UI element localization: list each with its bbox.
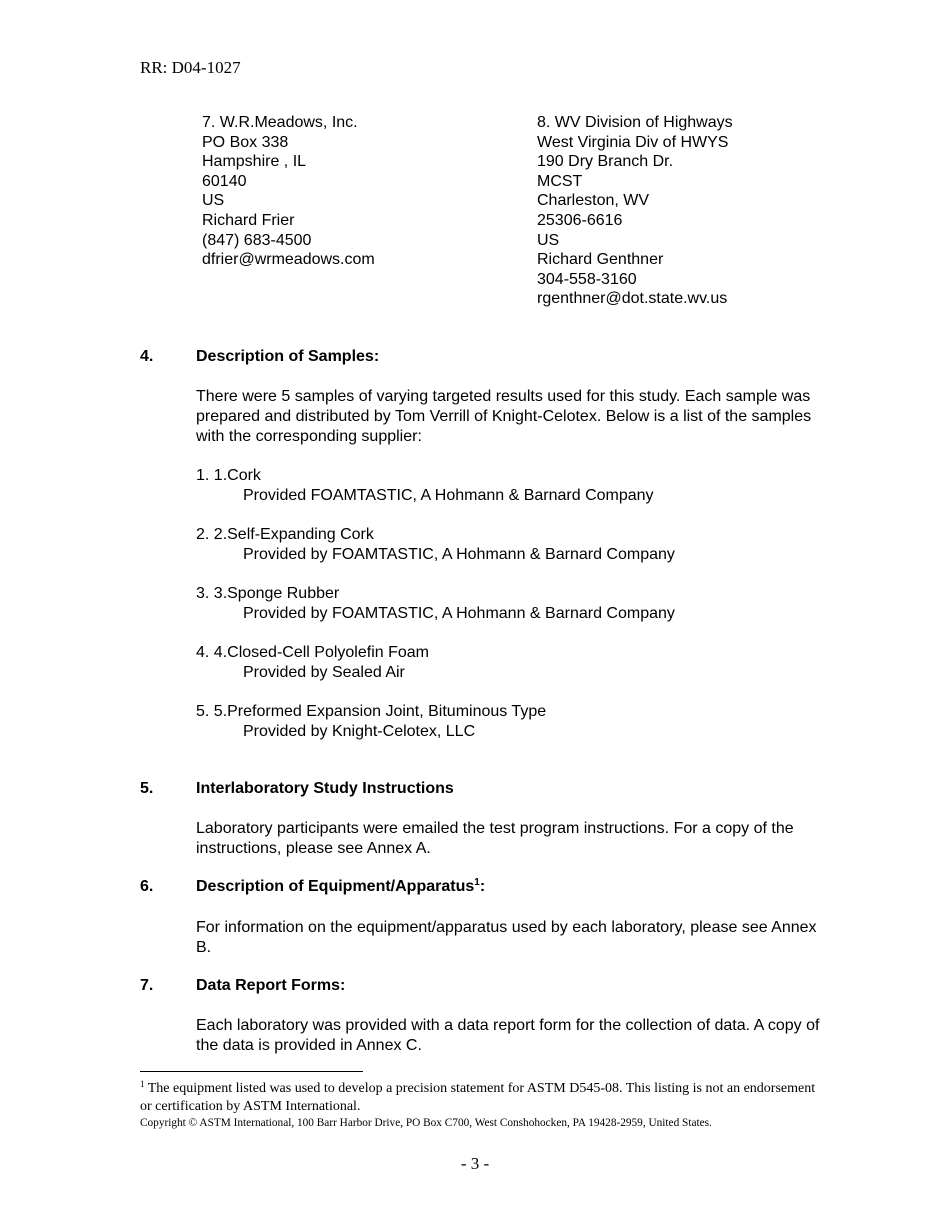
footnote-separator bbox=[140, 1071, 363, 1072]
section-4-body: There were 5 samples of varying targeted results used for this study. Each sample was prepared and distributed by Tom Verrill of Knight-Celotex. Below is a list of the samples with the corresponding supplier: bbox=[196, 388, 812, 445]
sample-supplier: Provided by Knight-Celotex, LLC bbox=[243, 722, 476, 740]
footnote-reference[interactable]: 1 bbox=[474, 877, 480, 888]
section-7-body: Each laboratory was provided with a data report form for the collection of data. A copy of the data is provided in Annex C. bbox=[196, 1017, 820, 1054]
section-number: 6. bbox=[140, 878, 154, 895]
sample-item bbox=[196, 584, 675, 623]
footnote bbox=[140, 1080, 820, 1116]
sample-item bbox=[196, 525, 675, 564]
address-line: 60140 bbox=[202, 172, 247, 190]
address-line: 190 Dry Branch Dr. bbox=[537, 153, 674, 171]
address-line: 7. W.R.Meadows, Inc. bbox=[202, 114, 358, 131]
sample-supplier: Provided FOAMTASTIC, A Hohmann & Barnard Company bbox=[243, 486, 654, 504]
address-line: PO Box 338 bbox=[202, 133, 289, 151]
section-6-heading bbox=[140, 878, 485, 896]
section-7-heading bbox=[140, 977, 345, 995]
address-line: 304-558-3160 bbox=[537, 270, 637, 288]
section-5-body: Laboratory participants were emailed the test program instructions. For a copy of the instructions, please see Annex A. bbox=[196, 820, 794, 857]
sample-item bbox=[196, 643, 429, 682]
address-line: 25306-6616 bbox=[537, 211, 623, 229]
section-title: Description of Samples: bbox=[196, 348, 380, 365]
address-line: (847) 683-4500 bbox=[202, 231, 312, 249]
address-email: dfrier@wrmeadows.com bbox=[202, 251, 375, 269]
sample-supplier: Provided by FOAMTASTIC, A Hohmann & Barnard Company bbox=[243, 604, 675, 622]
address-line: Richard Frier bbox=[202, 211, 295, 229]
section-number: 5. bbox=[140, 780, 154, 797]
page-number: - 3 - bbox=[460, 1154, 490, 1173]
participant-address-8 bbox=[537, 113, 733, 309]
address-email: rgenthner@dot.state.wv.us bbox=[537, 290, 728, 308]
sample-supplier: Provided by FOAMTASTIC, A Hohmann & Barnard Company bbox=[243, 545, 675, 563]
address-line: US bbox=[202, 192, 225, 210]
sample-item bbox=[196, 466, 654, 505]
footnote-text: The equipment listed was used to develop a precision statement for ASTM D545-08. This listing is not an endorsement or certification by ASTM International. bbox=[140, 1081, 816, 1114]
participant-address-7 bbox=[202, 113, 375, 270]
section-title: Description of Equipment/Apparatus bbox=[196, 878, 475, 895]
sample-item bbox=[196, 702, 546, 741]
sample-label: 5. 5.Preformed Expansion Joint, Bituminous Type bbox=[196, 703, 547, 720]
section-title-suffix: : bbox=[479, 878, 486, 895]
footnote-marker: 1 bbox=[140, 1079, 145, 1089]
address-line: US bbox=[537, 231, 560, 249]
address-line: Hampshire , IL bbox=[202, 153, 307, 171]
sample-label: 1. 1.Cork bbox=[196, 467, 261, 484]
section-number: 7. bbox=[140, 977, 154, 994]
section-5-heading bbox=[140, 780, 454, 798]
section-title: Data Report Forms: bbox=[196, 977, 346, 994]
address-line: West Virginia Div of HWYS bbox=[537, 133, 729, 151]
address-line: Richard Genthner bbox=[537, 251, 664, 269]
sample-label: 4. 4.Closed-Cell Polyolefin Foam bbox=[196, 644, 429, 661]
section-6-body: For information on the equipment/apparatus used by each laboratory, please see Annex B. bbox=[196, 919, 817, 956]
section-title: Interlaboratory Study Instructions bbox=[196, 780, 454, 797]
sample-label: 3. 3.Sponge Rubber bbox=[196, 585, 340, 602]
report-id-header: RR: D04-1027 bbox=[140, 58, 241, 77]
section-4-heading bbox=[140, 348, 379, 366]
address-line: 8. WV Division of Highways bbox=[537, 114, 733, 131]
section-number: 4. bbox=[140, 348, 154, 365]
copyright-notice: Copyright © ASTM International, 100 Barr Harbor Drive, PO Box C700, West Conshohocken, PA 19428-2959, United States. bbox=[140, 1117, 712, 1129]
address-line: MCST bbox=[537, 172, 583, 190]
address-line: Charleston, WV bbox=[537, 192, 650, 210]
sample-supplier: Provided by Sealed Air bbox=[243, 663, 405, 681]
sample-label: 2. 2.Self-Expanding Cork bbox=[196, 526, 374, 543]
